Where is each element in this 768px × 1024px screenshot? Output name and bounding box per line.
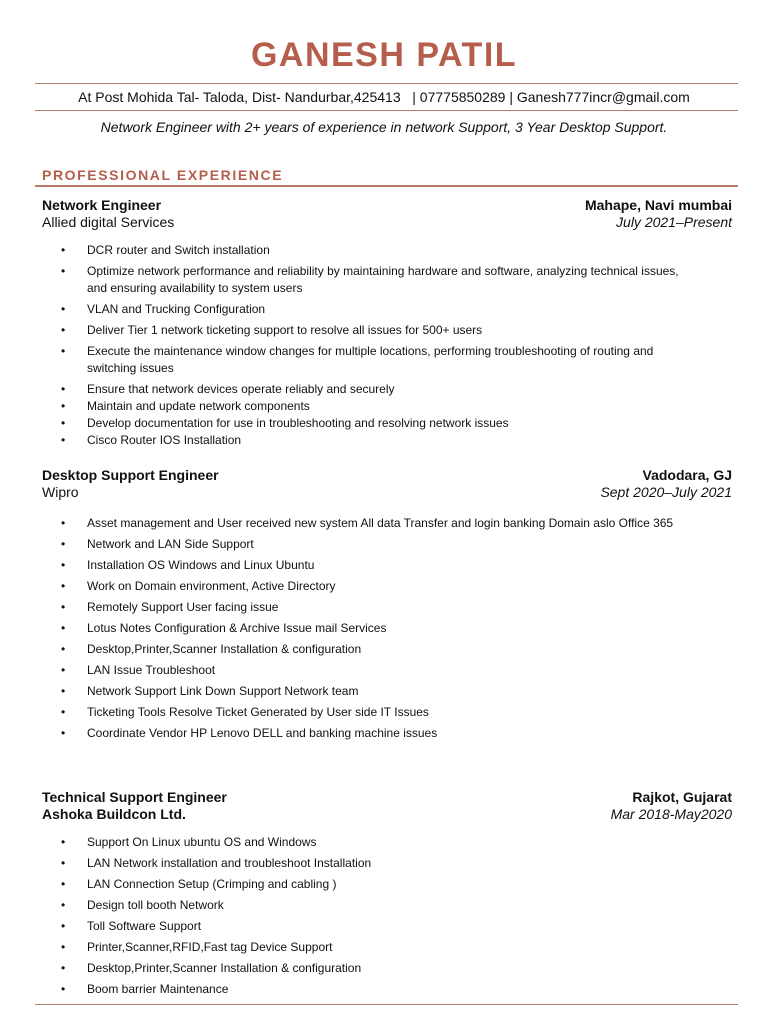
list-item: • Boom barrier Maintenance: [60, 981, 700, 998]
company-name: Ashoka Buildcon Ltd.: [42, 806, 186, 822]
list-item: • DCR router and Switch installation: [60, 242, 700, 259]
job-bullets: [60, 834, 700, 1002]
job-dates: July 2021–Present: [616, 214, 732, 230]
divider: [35, 110, 738, 111]
job-title: Desktop Support Engineer: [42, 467, 219, 483]
job-entry: [42, 789, 732, 823]
list-item: • Network Support Link Down Support Network team: [60, 683, 700, 700]
list-item: • Remotely Support User facing issue: [60, 599, 700, 616]
list-item: • Installation OS Windows and Linux Ubuntu: [60, 557, 700, 574]
list-item: • Lotus Notes Configuration & Archive Issue mail Services: [60, 620, 700, 637]
list-item: • LAN Connection Setup (Crimping and cabling ): [60, 876, 700, 893]
contact-line: At Post Mohida Tal- Taloda, Dist- Nandurbar,425413 | 07775850289 | Ganesh777incr@gmail.com: [78, 89, 690, 105]
list-item: • Deliver Tier 1 network ticketing support to resolve all issues for 500+ users: [60, 322, 700, 339]
list-item: • Execute the maintenance window changes for multiple locations, performing troubleshooting of routing and switching issues: [60, 343, 700, 377]
list-item: • Printer,Scanner,RFID,Fast tag Device Support: [60, 939, 700, 956]
list-item: • Develop documentation for use in troubleshooting and resolving network issues: [60, 415, 700, 432]
list-item: • Desktop,Printer,Scanner Installation & configuration: [60, 641, 700, 658]
section-title: PROFESSIONAL EXPERIENCE: [42, 167, 284, 183]
job-entry: [42, 197, 732, 231]
list-item: • Ticketing Tools Resolve Ticket Generated by User side IT Issues: [60, 704, 700, 721]
company-name: Allied digital Services: [42, 214, 175, 230]
section-divider: [35, 185, 738, 187]
job-dates: Mar 2018-May2020: [610, 806, 732, 822]
list-item: • Support On Linux ubuntu OS and Windows: [60, 834, 700, 851]
company-name: Wipro: [42, 484, 79, 500]
list-item: • Work on Domain environment, Active Directory: [60, 578, 700, 595]
job-location: Mahape, Navi mumbai: [584, 197, 732, 213]
job-dates: Sept 2020–July 2021: [600, 484, 732, 500]
list-item: • Design toll booth Network: [60, 897, 700, 914]
job-bullets: [60, 242, 700, 453]
list-item: • Toll Software Support: [60, 918, 700, 935]
list-item: • LAN Network installation and troubleshoot Installation: [60, 855, 700, 872]
list-item: • Ensure that network devices operate reliably and securely: [60, 381, 700, 398]
footer-divider: [35, 1004, 738, 1005]
list-item: • Network and LAN Side Support: [60, 536, 700, 553]
list-item: • VLAN and Trucking Configuration: [60, 301, 700, 318]
list-item: • Optimize network performance and reliability by maintaining hardware and software, analyzing technical issues, and ensuring availability to system users: [60, 263, 700, 297]
list-item: • Desktop,Printer,Scanner Installation & configuration: [60, 960, 700, 977]
list-item: • Coordinate Vendor HP Lenovo DELL and banking machine issues: [60, 725, 700, 742]
job-bullets: [60, 515, 700, 746]
list-item: • LAN Issue Troubleshoot: [60, 662, 700, 679]
job-title: Network Engineer: [42, 197, 162, 213]
list-item: • Asset management and User received new system All data Transfer and login banking Domain aslo Office 365: [60, 515, 700, 532]
candidate-name: GANESH PATIL: [250, 36, 518, 74]
job-title: Technical Support Engineer: [42, 789, 227, 805]
summary-line: Network Engineer with 2+ years of experience in network Support, 3 Year Desktop Support.: [100, 119, 668, 135]
list-item: • Cisco Router IOS Installation: [60, 432, 700, 449]
list-item: • Maintain and update network components: [60, 398, 700, 415]
job-entry: [42, 467, 732, 501]
job-location: Vadodara, GJ: [642, 467, 732, 483]
job-location: Rajkot, Gujarat: [632, 789, 732, 805]
divider: [35, 83, 738, 84]
